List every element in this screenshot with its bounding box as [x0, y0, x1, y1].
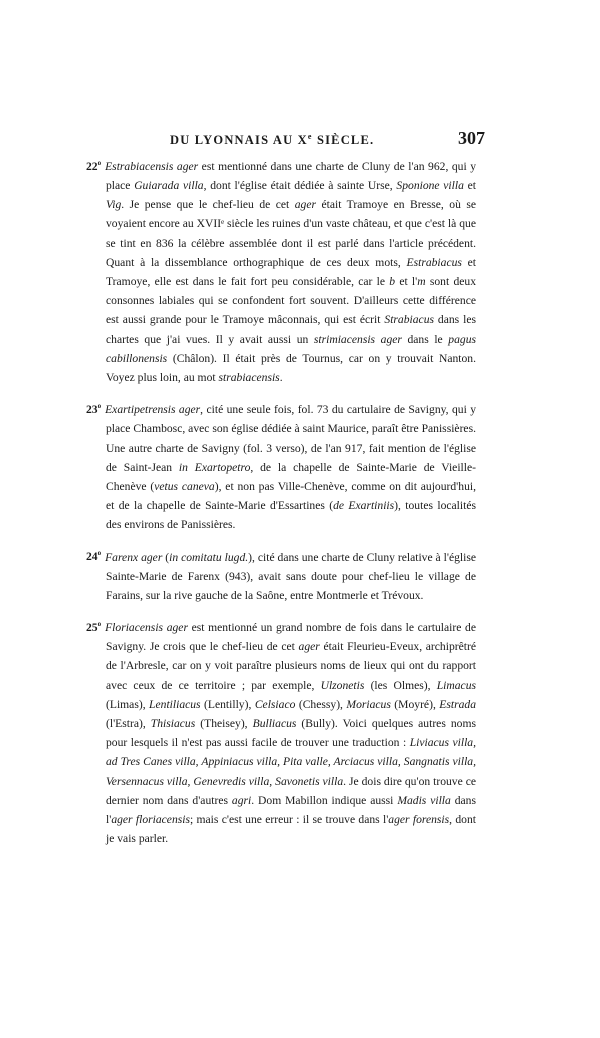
- text-run: (Theisey),: [195, 716, 253, 730]
- italic-term: Estrada: [439, 697, 477, 711]
- italic-term: vetus caneva: [154, 479, 215, 493]
- body-text: [86, 154, 476, 858]
- entry-number-ordinal: o: [97, 159, 102, 167]
- text-run: et Tramoye, elle est dans le fait fort peu considérable, car le: [106, 255, 477, 289]
- italic-term: Madis villa: [397, 793, 451, 807]
- italic-term: ager: [298, 640, 320, 654]
- italic-term: Farenx ager: [105, 550, 163, 564]
- running-head-title: [170, 132, 374, 148]
- italic-term: Estrabiacus: [406, 255, 462, 269]
- text-run: . Je pense que le chef-lieu de cet: [121, 198, 295, 212]
- italic-term: Moriacus: [346, 697, 391, 711]
- italic-term: strabiacensis: [218, 371, 280, 385]
- entry-number: 23$^o$: [86, 402, 102, 417]
- text-run: (Lentilly),: [200, 697, 255, 711]
- entry-paragraph: [86, 615, 476, 848]
- text-run: était Tramoye en Bresse, où se voyaient encore au XVIIᵉ siècle les ruines d'un vaste château, et que c'est là que se tint en 836 la célèbre assemblée dont il est parlé dans l'article précédent. Quant à la dissemblance orthographique de ces deux mots,: [106, 198, 477, 269]
- italic-term: de Exartiniis: [333, 499, 395, 513]
- italic-term: Bulliacus: [252, 716, 297, 730]
- italic-term: ager forensis: [388, 812, 450, 826]
- italic-term: Ulzonetis: [320, 678, 365, 692]
- text-run: . Dom Mabillon indique aussi: [251, 793, 398, 807]
- italic-term: Thisiacus: [150, 716, 196, 730]
- italic-term: Exartipetrensis ager: [105, 403, 201, 417]
- text-run: (Moyré),: [390, 697, 440, 711]
- entry-number: 24$^o$: [86, 549, 102, 564]
- italic-term: Sponione villa: [396, 179, 464, 193]
- running-head-title-end: SIÈCLE.: [312, 133, 375, 148]
- text-run: (Châlon). Il était près de Tournus, car on y trouvait Nanton. Voyez plus loin, au mot: [106, 351, 476, 385]
- text-run: (Chessy),: [295, 697, 347, 711]
- italic-term: Floriacensis ager: [105, 620, 188, 634]
- italic-term: agri: [231, 793, 252, 807]
- text-run: dans le: [401, 332, 449, 346]
- italic-term: Guiarada villa: [134, 179, 204, 193]
- entry-paragraph: [86, 154, 476, 387]
- running-head: [150, 130, 485, 152]
- entry-number: 22$^o$: [86, 159, 102, 173]
- text-run: ), cité dans une charte de Cluny relative à l'église Sainte-Marie de Farenx (943), avait sans doute pour chef-lieu le village de Farains, sur la rive gauche de la Saône, entre Montmerle et Trévoux.: [106, 550, 476, 602]
- entry-paragraph: [86, 545, 476, 605]
- text-run: est mentionné dans une charte de Cluny de l'an 962, qui y place: [106, 159, 477, 193]
- italic-term: b: [389, 275, 396, 289]
- entry-number: 25$^o$: [86, 620, 102, 634]
- text-run: . Je dois dire qu'on trouve ce dernier nom dans d'autres: [106, 774, 476, 807]
- text-run: , cité une seule fois, fol. 73 du cartulaire de Savigny, qui y place Chambosc, avec son église dédiée à saint Maurice, paraît être Panissières. Une autre charte de Savigny (fol. 3 verso), de l'an 917, fait mention de l'église de Saint-Jean: [106, 403, 476, 474]
- text-run: (Bully). Voici quelques autres noms pour lesquels il n'est pas aussi facile de trouver une traduction :: [106, 716, 476, 750]
- italic-term: m: [417, 275, 426, 289]
- text-run: (l'Estra),: [106, 716, 151, 730]
- text-run: , de la chapelle de Sainte-Marie de Vieille-Chenève (: [106, 460, 477, 493]
- italic-term: ager: [294, 198, 316, 212]
- italic-term: pagus cabillonensis: [106, 332, 476, 365]
- text-run: ), et non pas Ville-Chenève, comme on dit aujourd'hui, et de la chapelle de Sainte-Marie d'Essartines (: [106, 479, 476, 513]
- text-run: était Fleurieu-Eveux, archiprêtré de l'Arbresle, car on y voit paraître plusieurs noms de lieux qui ont du rapport avec ceux de ce territoire ; par exemple,: [106, 640, 476, 692]
- italic-term: in comitatu lugd.: [169, 550, 249, 564]
- text-run: sont deux consonnes labiales qui se confondent fort souvent. D'ailleurs cette différence est aussi grande pour le Tramoye mâconnais, qui est écrit: [106, 275, 476, 327]
- text-run: ; mais c'est une erreur : il se trouve dans l': [189, 812, 389, 826]
- text-run: (: [162, 550, 170, 564]
- text-run: (les Olmes),: [364, 678, 437, 692]
- italic-term: Vig: [106, 198, 122, 212]
- italic-term: in Exartopetro: [178, 460, 251, 474]
- italic-term: Estrabiacensis ager: [105, 159, 199, 173]
- running-head-title-main: DU LYONNAIS AU X: [170, 133, 308, 148]
- italic-term: Liviacus villa, ad Tres Canes villa, Appiniacus villa, Pita valle, Arciacus villa, Sangnatis villa, Versennacus villa, Genevredis villa, Savonetis villa: [106, 736, 476, 788]
- text-run: et: [463, 179, 476, 193]
- text-run: ), toutes localités des environs de Panissières.: [106, 499, 476, 532]
- italic-term: ager floriacensis: [111, 812, 190, 826]
- page-number: 307: [458, 128, 485, 148]
- text-run: , dont je vais parler.: [106, 812, 476, 846]
- text-run: et l': [395, 275, 418, 289]
- italic-term: Lentiliacus: [149, 697, 201, 711]
- text-run: .: [279, 371, 283, 385]
- text-run: est mentionné un grand nombre de fois dans le cartulaire de Savigny. Je crois que le chef-lieu de cet: [106, 620, 476, 654]
- running-head-title-sup: e: [307, 132, 313, 141]
- italic-term: strimiacensis ager: [313, 332, 402, 346]
- entry-number-ordinal: o: [97, 549, 102, 558]
- italic-term: Limacus: [436, 678, 477, 692]
- italic-term: Celsiaco: [254, 697, 296, 711]
- text-run: , dont l'église était dédiée à sainte Urse,: [203, 179, 397, 193]
- entry-paragraph: [86, 397, 476, 534]
- text-run: dans les chartes que j'ai vues. Il y avait aussi un: [106, 313, 476, 346]
- text-run: dans l': [106, 793, 476, 826]
- text-run: (Limas),: [106, 697, 150, 711]
- entry-number-ordinal: o: [97, 620, 102, 629]
- entry-number-ordinal: o: [97, 402, 102, 411]
- italic-term: Strabiacus: [384, 313, 435, 327]
